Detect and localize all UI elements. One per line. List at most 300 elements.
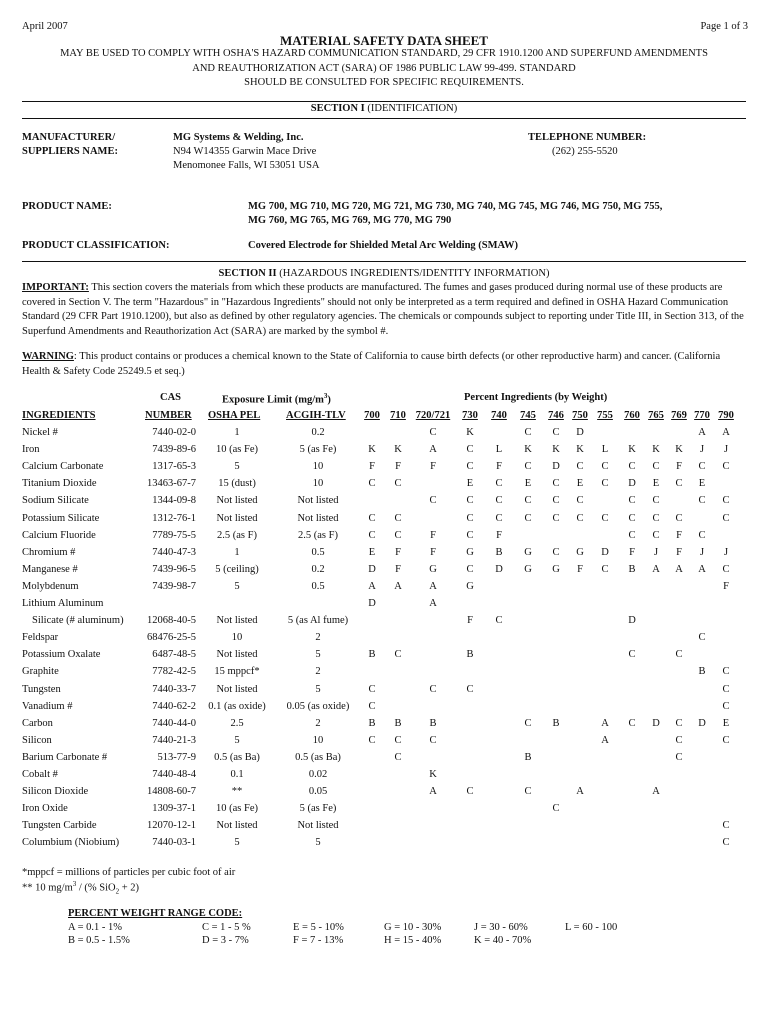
osha-pel: 2.5 — [230, 717, 244, 729]
range-code-cell: C — [576, 461, 584, 473]
range-code-cell: G — [524, 546, 532, 558]
range-code-cell: D — [368, 563, 376, 575]
range-code-cell: E — [368, 546, 376, 558]
range-code-cell: C — [552, 478, 560, 490]
ingredient-name: Lithium Aluminum — [22, 598, 104, 609]
range-code-cell: A — [698, 427, 706, 438]
range-code-cell: D — [368, 598, 376, 609]
range-code-cell: J — [699, 444, 705, 456]
range-code-entry: H = 15 - 40% — [384, 935, 442, 946]
acgih-tlv: 5 — [315, 683, 321, 695]
product-header-769: 769 — [671, 410, 687, 421]
range-code-entry: B = 0.5 - 1.5% — [68, 935, 130, 946]
range-code-entry: D = 3 - 7% — [202, 935, 249, 946]
cas-number: 1312-76-1 — [152, 512, 196, 524]
classification-value: Covered Electrode for Shielded Metal Arc Welding (SMAW) — [248, 240, 518, 251]
important-label: IMPORTANT: — [22, 282, 89, 293]
osha-pel: Not listed — [216, 649, 258, 661]
cas-number: 513-77-9 — [157, 751, 196, 763]
range-code-cell: A — [652, 563, 660, 575]
cas-number: 1317-65-3 — [152, 461, 196, 473]
range-code-cell: C — [394, 751, 402, 763]
osha-pel: 5 (ceiling) — [215, 563, 259, 575]
subtitle-line-3: SHOULD BE CONSULTED FOR SPECIFIC REQUIREMENTS. — [244, 77, 524, 88]
range-code-cell: K — [552, 444, 560, 456]
range-code-cell: B — [698, 666, 706, 678]
product-name-line-1: MG 700, MG 710, MG 720, MG 721, MG 730, MG 740, MG 745, MG 746, MG 750, MG 755, — [248, 201, 663, 212]
range-code-cell: C — [524, 427, 532, 438]
range-code-cell: F — [430, 546, 436, 558]
range-code-cell: A — [429, 580, 437, 592]
range-code-entry: E = 5 - 10% — [293, 922, 344, 933]
range-code-cell: K — [576, 444, 584, 456]
osha-pel: 15 (dust) — [218, 478, 256, 490]
manufacturer-label-2: SUPPLIERS NAME: — [22, 146, 118, 157]
ingredient-name: Vanadium # — [22, 700, 73, 712]
range-code-cell: C — [675, 478, 683, 490]
range-code-cell: C — [601, 512, 609, 524]
ingredient-name: Potassium Oxalate — [22, 649, 101, 661]
range-code-cell: C — [722, 512, 730, 524]
range-code-entry: G = 10 - 30% — [384, 922, 442, 933]
range-code-cell: C — [601, 461, 609, 473]
range-code-cell: K — [368, 444, 376, 456]
section-1-heading — [0, 103, 768, 114]
section-1-heading-bold: SECTION I — [310, 103, 365, 114]
range-code-cell: B — [628, 563, 636, 575]
header-exposure-limit — [222, 392, 331, 406]
ingredient-name: Iron — [22, 444, 40, 456]
footnote-silica-sup: 3 — [72, 880, 77, 888]
header-exposure-sup: 3 — [323, 392, 328, 400]
cas-number: 7439-98-7 — [152, 580, 196, 592]
range-code-cell: C — [601, 478, 609, 490]
range-code-cell: C — [652, 529, 660, 541]
product-header-720-721: 720/721 — [415, 410, 451, 421]
acgih-tlv: 5 — [315, 837, 321, 849]
range-code-cell: C — [652, 461, 660, 473]
range-code-cell: L — [495, 444, 503, 456]
range-code-cell: C — [466, 495, 474, 507]
footnote-silica-a: ** 10 mg/m — [22, 882, 73, 894]
range-code-cell: C — [552, 512, 560, 524]
product-header-760: 760 — [624, 410, 640, 421]
range-code-cell: E — [698, 478, 706, 490]
range-code-cell: F — [676, 461, 682, 473]
warning-paragraph — [22, 350, 744, 379]
range-code-cell: C — [429, 427, 437, 438]
acgih-tlv: 2.5 (as F) — [298, 529, 338, 541]
range-code-cell: D — [652, 717, 660, 729]
product-header-746: 746 — [548, 410, 564, 421]
range-code-cell: C — [675, 751, 683, 763]
range-code-cell: B — [466, 649, 474, 661]
ingredient-name: Silicate (# aluminum) — [32, 615, 124, 627]
range-code-cell: C — [552, 495, 560, 507]
acgih-tlv: 0.05 (as oxide) — [286, 700, 350, 712]
osha-pel: 10 — [231, 632, 243, 644]
cas-number: 7782-42-5 — [152, 666, 196, 678]
range-code-cell: A — [429, 598, 437, 609]
range-code-entry: J = 30 - 60% — [474, 922, 528, 933]
manufacturer-label-1: MANUFACTURER/ — [22, 132, 116, 143]
range-code-cell: C — [495, 512, 503, 524]
range-code-cell: C — [628, 512, 636, 524]
range-code-entry: C = 1 - 5 % — [202, 922, 251, 933]
footnote-mppcf: *mppcf = millions of particles per cubic foot of air — [22, 867, 236, 878]
range-code-cell: B — [394, 717, 402, 729]
range-code-cell: C — [628, 649, 636, 661]
cas-number: 6487-48-5 — [152, 649, 196, 661]
product-header-700: 700 — [364, 410, 380, 421]
range-code-cell: D — [628, 615, 636, 627]
range-code-cell: F — [395, 461, 401, 473]
osha-pel: 0.1 (as oxide) — [208, 700, 266, 712]
range-code-cell: G — [552, 563, 560, 575]
range-code-cell: A — [576, 786, 584, 798]
range-code-cell: C — [675, 717, 683, 729]
acgih-tlv: 2 — [315, 632, 321, 644]
section-1-heading-rest: (IDENTIFICATION) — [364, 103, 458, 114]
range-code-cell: C — [601, 563, 609, 575]
range-code-cell: C — [394, 734, 402, 746]
ingredient-name: Sodium Silicate — [22, 495, 89, 507]
ingredient-name: Chromium # — [22, 546, 76, 558]
acgih-tlv: 0.5 — [311, 546, 325, 558]
range-code-cell: C — [628, 529, 636, 541]
range-code-cell: F — [676, 546, 682, 558]
range-code-cell: F — [629, 546, 635, 558]
range-code-cell: A — [698, 563, 706, 575]
range-code-cell: A — [722, 427, 730, 438]
range-code-cell: J — [723, 444, 729, 456]
range-code-cell: G — [429, 563, 437, 575]
range-code-cell: C — [466, 444, 474, 456]
section-2-heading — [0, 268, 768, 279]
range-code-cell: B — [524, 751, 532, 763]
range-code-cell: C — [524, 512, 532, 524]
range-code-cell: B — [495, 546, 503, 558]
ingredient-name: Iron Oxide — [22, 803, 68, 815]
acgih-tlv: 0.05 — [308, 786, 328, 798]
range-code-cell: C — [466, 529, 474, 541]
ingredient-name: Nickel # — [22, 427, 58, 438]
cas-number: 7440-47-3 — [152, 546, 196, 558]
range-code-title: PERCENT WEIGHT RANGE CODE: — [68, 908, 243, 919]
divider-section-2 — [22, 261, 746, 262]
range-code-entry: F = 7 - 13% — [293, 935, 344, 946]
range-code-cell: C — [524, 786, 532, 798]
footnote-silica-c: + 2) — [119, 882, 140, 894]
range-code-cell: C — [368, 683, 376, 695]
range-code-cell: A — [394, 580, 402, 592]
range-code-cell: C — [628, 495, 636, 507]
range-code-cell: C — [495, 478, 503, 490]
range-code-cell: C — [495, 495, 503, 507]
cas-number: 1344-09-8 — [152, 495, 196, 507]
range-code-entry: A = 0.1 - 1% — [68, 922, 123, 933]
acgih-tlv: 0.2 — [311, 427, 325, 438]
range-code-cell: E — [524, 478, 532, 490]
ingredient-name: Feldspar — [22, 632, 59, 644]
range-code-cell: E — [722, 717, 730, 729]
cas-number: 7440-21-3 — [152, 734, 196, 746]
range-code-cell: C — [675, 512, 683, 524]
cas-number: 7439-96-5 — [152, 563, 196, 575]
range-code-cell: J — [653, 546, 659, 558]
header-exposure-text: Exposure Limit (mg/m — [222, 394, 324, 406]
range-code-cell: C — [698, 632, 706, 644]
range-code-cell: C — [576, 495, 584, 507]
range-code-cell: C — [698, 461, 706, 473]
range-code-cell: C — [394, 529, 402, 541]
acgih-tlv: 0.2 — [311, 563, 325, 575]
range-code-cell: A — [675, 563, 683, 575]
range-code-cell: C — [698, 495, 706, 507]
acgih-tlv: 10 — [312, 478, 324, 490]
osha-pel: Not listed — [216, 615, 258, 627]
range-code-cell: G — [576, 546, 584, 558]
osha-pel: 5 — [234, 580, 240, 592]
range-code-cell: J — [723, 546, 729, 558]
range-code-cell: C — [552, 546, 560, 558]
ingredient-name: Calcium Carbonate — [22, 461, 104, 473]
osha-pel: 0.5 (as Ba) — [214, 751, 260, 763]
osha-pel: 10 (as Fe) — [216, 444, 258, 456]
range-code-cell: C — [698, 529, 706, 541]
range-code-cell: C — [466, 683, 474, 695]
range-code-cell: C — [675, 649, 683, 661]
manufacturer-address-1: N94 W14355 Garwin Mace Drive — [173, 146, 317, 157]
product-header-750: 750 — [572, 410, 588, 421]
telephone-label: TELEPHONE NUMBER: — [528, 132, 647, 143]
footnote-silica-b: / (% SiO — [76, 882, 116, 894]
osha-pel: ** — [231, 786, 243, 798]
range-code-cell: C — [722, 734, 730, 746]
footnote-silica-sub: 2 — [115, 887, 120, 896]
header-number: NUMBER — [145, 410, 192, 421]
range-code-cell: C — [722, 495, 730, 507]
important-paragraph — [22, 281, 744, 339]
range-code-cell: E — [466, 478, 474, 490]
range-code-cell: D — [495, 563, 503, 575]
range-code-cell: C — [368, 529, 376, 541]
header-percent-ingredients: Percent Ingredients (by Weight) — [464, 392, 608, 403]
range-code-entry: K = 40 - 70% — [474, 935, 532, 946]
range-code-cell: C — [628, 461, 636, 473]
range-code-cell: A — [429, 444, 437, 456]
ingredient-name: Silicon Dioxide — [22, 786, 89, 798]
range-code-cell: C — [394, 478, 402, 490]
range-code-cell: C — [552, 803, 560, 815]
cas-number: 14808-60-7 — [147, 786, 196, 798]
range-code-cell: F — [430, 529, 436, 541]
range-code-cell: F — [395, 563, 401, 575]
range-code-cell: K — [466, 427, 474, 438]
header-ingredients: INGREDIENTS — [22, 410, 96, 421]
range-code-cell: D — [601, 546, 609, 558]
range-code-cell: F — [496, 461, 502, 473]
warning-text: : This product contains or produces a chemical known to the State of California to cause birth defects (or other reproductive harm) and cancer. (California Health & Safety Code 25249.5 et seq.) — [22, 351, 721, 377]
subtitle-line-1: MAY BE USED TO COMPLY WITH OSHA'S HAZARD COMMUNICATION STANDARD, 29 CFR 1910.1200 AND SUPERFUND AMENDMENTS — [60, 48, 708, 59]
cas-number: 7789-75-5 — [152, 529, 196, 541]
acgih-tlv: 0.02 — [308, 769, 328, 780]
range-code-cell: G — [466, 546, 474, 558]
header-osha-pel: OSHA PEL — [208, 410, 261, 421]
divider-top — [22, 101, 746, 102]
osha-pel: 2.5 (as F) — [217, 529, 257, 541]
range-code-cell: C — [466, 563, 474, 575]
cas-number: 7440-44-0 — [152, 717, 196, 729]
osha-pel: Not listed — [216, 820, 258, 832]
cas-number: 13463-67-7 — [147, 478, 196, 490]
range-code-cell: A — [652, 786, 660, 798]
range-code-cell: C — [429, 734, 437, 746]
range-code-cell: G — [466, 580, 474, 592]
product-header-740: 740 — [491, 410, 507, 421]
range-code-cell: D — [628, 478, 636, 490]
acgih-tlv: 5 — [315, 649, 321, 661]
acgih-tlv: 10 — [312, 734, 324, 746]
range-code-cell: K — [652, 444, 660, 456]
product-name-label: PRODUCT NAME: — [22, 201, 112, 212]
osha-pel: 1 — [234, 427, 240, 438]
acgih-tlv: 2 — [315, 666, 321, 678]
range-code-cell: C — [368, 700, 376, 712]
telephone-number: (262) 255-5520 — [552, 146, 618, 157]
product-header-745: 745 — [520, 410, 536, 421]
ingredient-name: Cobalt # — [22, 769, 58, 780]
range-code-cell: C — [524, 717, 532, 729]
acgih-tlv: Not listed — [297, 512, 339, 524]
osha-pel: 10 (as Fe) — [216, 803, 258, 815]
range-code-cell: B — [429, 717, 437, 729]
range-code-cell: F — [676, 529, 682, 541]
range-code-cell: J — [699, 546, 705, 558]
range-code-cell: C — [429, 495, 437, 507]
ingredient-name: Calcium Fluoride — [22, 529, 96, 541]
range-code-cell: C — [466, 786, 474, 798]
osha-pel: 5 — [234, 837, 240, 849]
range-code-cell: F — [369, 461, 375, 473]
range-code-cell: A — [601, 734, 609, 746]
acgih-tlv: Not listed — [297, 820, 339, 832]
range-code-cell: E — [652, 478, 660, 490]
manufacturer-address-2: Menomonee Falls, WI 53051 USA — [173, 160, 320, 171]
section-2-heading-rest: (HAZARDOUS INGREDIENTS/IDENTITY INFORMATION) — [276, 268, 550, 279]
range-code-cell: C — [524, 495, 532, 507]
product-header-710: 710 — [390, 410, 406, 421]
range-code-cell: C — [722, 666, 730, 678]
range-code-cell: A — [429, 786, 437, 798]
cas-number: 1309-37-1 — [152, 803, 196, 815]
range-code-cell: C — [722, 837, 730, 849]
range-code-cell: C — [466, 512, 474, 524]
osha-pel: 0.1 — [230, 769, 244, 780]
cas-number: 7440-62-2 — [152, 700, 196, 712]
range-code-cell: K — [628, 444, 636, 456]
ingredient-name: Graphite — [22, 666, 59, 678]
ingredient-name: Potassium Silicate — [22, 512, 100, 524]
range-code-cell: D — [552, 461, 560, 473]
range-code-cell: C — [652, 495, 660, 507]
range-code-cell: C — [722, 563, 730, 575]
header-acgih-tlv: ACGIH-TLV — [286, 410, 346, 421]
osha-pel: 5 — [234, 461, 240, 473]
range-code-cell: C — [576, 512, 584, 524]
range-code-cell: C — [722, 820, 730, 832]
range-code-cell: C — [394, 512, 402, 524]
range-code-cell: D — [698, 717, 706, 729]
range-code-cell: F — [395, 546, 401, 558]
warning-label: WARNING — [22, 351, 74, 362]
ingredient-name: Carbon — [22, 717, 53, 729]
ingredient-name: Tungsten Carbide — [22, 820, 97, 832]
document-title: MATERIAL SAFETY DATA SHEET — [280, 33, 488, 48]
product-header-770: 770 — [694, 410, 710, 421]
range-code-cell: A — [601, 717, 609, 729]
ingredient-name: Manganese # — [22, 563, 78, 575]
acgih-tlv: 2 — [315, 717, 321, 729]
cas-number: 7439-89-6 — [152, 444, 196, 456]
cas-number: 68476-25-5 — [147, 632, 196, 644]
header-exposure-end: ) — [327, 394, 331, 406]
range-code-cell: C — [524, 461, 532, 473]
cas-number: 7440-03-1 — [152, 837, 196, 849]
cas-number: 12070-12-1 — [147, 820, 196, 832]
document-date: April 2007 — [22, 21, 68, 32]
ingredient-name: Columbium (Niobium) — [22, 837, 120, 849]
osha-pel: 5 — [234, 734, 240, 746]
product-header-730: 730 — [462, 410, 478, 421]
range-code-cell: D — [576, 427, 584, 438]
range-code-cell: C — [722, 461, 730, 473]
range-code-cell: C — [552, 427, 560, 438]
range-code-cell: F — [723, 580, 729, 592]
range-code-cell: C — [722, 683, 730, 695]
cas-number: 7440-33-7 — [152, 683, 196, 695]
acgih-tlv: 5 (as Al fume) — [287, 615, 349, 627]
ingredient-name: Titanium Dioxide — [22, 478, 97, 490]
osha-pel: 15 mppcf* — [214, 666, 260, 678]
acgih-tlv: 5 (as Fe) — [299, 444, 337, 456]
ingredient-name: Molybdenum — [22, 580, 79, 592]
osha-pel: Not listed — [216, 512, 258, 524]
osha-pel: 1 — [234, 546, 240, 558]
range-code-cell: C — [675, 734, 683, 746]
range-code-cell: K — [394, 444, 402, 456]
range-code-cell: B — [368, 649, 376, 661]
range-code-cell: G — [524, 563, 532, 575]
ingredient-name: Barium Carbonate # — [22, 751, 108, 763]
range-code-cell: C — [466, 461, 474, 473]
range-code-entry: L = 60 - 100 — [565, 922, 618, 933]
page-number: Page 1 of 3 — [700, 21, 748, 32]
range-code-cell: F — [577, 563, 583, 575]
divider-section-1 — [22, 118, 746, 119]
range-code-cell: B — [552, 717, 560, 729]
important-text: This section covers the materials from which these products are manufactured. The fumes and gases produced during normal use of these products are covered in Section V. The term "Hazardous" in "Hazardous Ingredients" should not only be interpreted as a term required and defined in OSHA Hazard Communication Standard (29 CFR Part 1910.1200), but also as defined by other regulatory agencies. The chemicals or compounds subject to reporting under Title III, in Section 313, of the Superfund Amendments and Reauthorization Act (SARA) are marked by the symbol #. — [22, 282, 744, 337]
range-code-cell: C — [368, 478, 376, 490]
range-code-cell: C — [368, 512, 376, 524]
range-code-cell: F — [496, 529, 502, 541]
product-header-755: 755 — [597, 410, 613, 421]
range-code-cell: B — [368, 717, 376, 729]
acgih-tlv: 5 (as Fe) — [299, 803, 337, 815]
acgih-tlv: 0.5 (as Ba) — [295, 751, 341, 763]
range-code-cell: C — [368, 734, 376, 746]
range-code-cell: C — [429, 683, 437, 695]
